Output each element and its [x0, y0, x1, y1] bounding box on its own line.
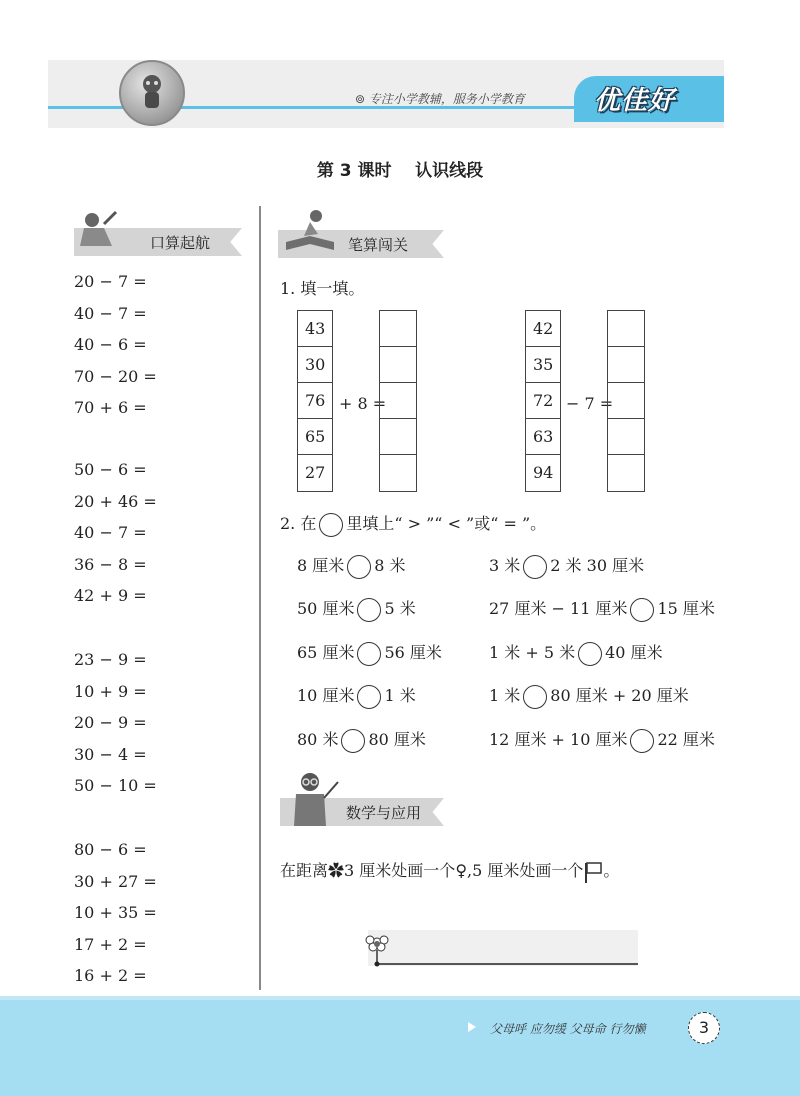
q1-left-answers [379, 310, 417, 492]
wifi-icon: ⊚ [355, 92, 366, 106]
value-cell: 65 [298, 419, 332, 455]
oral-equation: 40 − 6 = [74, 335, 147, 354]
compare-circle[interactable] [347, 555, 371, 579]
oral-equation: 17 + 2 = [74, 934, 147, 954]
mascot-medal-icon [119, 60, 185, 126]
q1-right-answers [607, 310, 645, 492]
value-cell: 63 [526, 419, 560, 455]
column-divider [259, 206, 261, 990]
section-label-oral: 口算起航 [150, 234, 211, 252]
oral-equation: 10 + 35 = [74, 903, 157, 922]
compare-item: 27 厘米 − 11 厘米 15 厘米 [489, 597, 715, 622]
answer-cell[interactable] [608, 419, 644, 455]
value-cell: 94 [533, 463, 554, 482]
oral-equation: 30 + 27 = [74, 871, 157, 891]
compare-circle[interactable] [578, 642, 602, 666]
value-cell: 30 [298, 347, 332, 383]
compare-circle[interactable] [357, 642, 381, 666]
compare-item: 1 米 80 厘米 + 20 厘米 [489, 684, 689, 709]
value-cell: 72 [526, 383, 560, 419]
play-arrow-icon [468, 1022, 476, 1032]
compare-item: 8 厘米 8 米 [297, 554, 406, 579]
answer-cell[interactable] [380, 419, 416, 455]
q1-prompt: 1. 填一填。 [280, 279, 365, 298]
oral-equation: 20 + 46 = [74, 491, 157, 511]
balloon-icon: ♀ [455, 861, 468, 880]
compare-circle-sample [319, 513, 343, 537]
compare-item: 80 米 80 厘米 [297, 728, 426, 753]
page-title: 第 3 课时 认识线段 [316, 161, 484, 181]
section-banner-apply [280, 798, 444, 826]
compare-circle[interactable] [630, 598, 654, 622]
compare-circle[interactable] [630, 729, 654, 753]
value-cell: 35 [526, 347, 560, 383]
oral-equation: 70 + 6 = [74, 398, 147, 417]
compare-circle[interactable] [523, 685, 547, 709]
oral-equation: 42 + 9 = [74, 586, 147, 605]
oral-equation: 80 − 6 = [74, 840, 147, 859]
teacher-icon [284, 768, 340, 834]
q3-prompt: 在距离✿3 厘米处画一个♀,5 厘米处画一个 。 [280, 858, 619, 883]
compare-item: 65 厘米 56 厘米 [297, 641, 442, 666]
compare-item: 12 厘米 + 10 厘米 22 厘米 [489, 728, 715, 753]
header-slogan: ⊚ 专注小学教辅，服务小学教育 [355, 92, 525, 106]
answer-cell[interactable] [380, 311, 416, 347]
oral-equation: 23 − 9 = [74, 650, 147, 669]
book-icon [282, 204, 338, 260]
girl-icon [74, 206, 124, 260]
value-cell: 43 [298, 311, 332, 347]
oral-equation: 50 − 6 = [74, 460, 147, 479]
oral-equation: 40 − 7 = [74, 523, 147, 542]
oral-equation: 20 − 9 = [74, 713, 147, 732]
footer-motto: 父母呼 应勿缓 父母命 行勿懒 [490, 1022, 646, 1036]
answer-cell[interactable] [380, 347, 416, 383]
compare-circle[interactable] [357, 685, 381, 709]
compare-item: 50 厘米 5 米 [297, 597, 416, 622]
section-banner-written [278, 230, 444, 258]
section-label-apply: 数学与应用 [346, 804, 422, 822]
answer-cell[interactable] [608, 311, 644, 347]
answer-cell[interactable] [380, 455, 416, 491]
footer-band [0, 1000, 800, 1096]
section-banner-oral [74, 228, 242, 256]
drawing-line-area [364, 928, 640, 970]
compare-item: 10 厘米 1 米 [297, 684, 416, 709]
q1-right-values [525, 310, 561, 492]
compare-item: 3 米 2 米 30 厘米 [489, 554, 644, 579]
q1-left-operator: + 8 = [339, 394, 387, 413]
oral-equation: 20 − 7 = [74, 272, 147, 291]
answer-cell[interactable] [608, 347, 644, 383]
compare-item: 1 米 + 5 米 40 厘米 [489, 641, 663, 666]
oral-equation: 40 − 7 = [74, 303, 147, 323]
flower-icon: ✿ [328, 861, 345, 880]
value-cell: 76 [298, 383, 332, 419]
oral-equation: 16 + 2 = [74, 966, 147, 985]
compare-circle[interactable] [523, 555, 547, 579]
compare-circle[interactable] [341, 729, 365, 753]
q1-right-operator: − 7 = [566, 394, 614, 413]
flag-icon [583, 861, 603, 883]
brand-logo: 优佳好 [594, 86, 676, 116]
oral-equation: 36 − 8 = [74, 554, 147, 574]
oral-equation: 30 − 4 = [74, 744, 147, 764]
oral-equation: 70 − 20 = [74, 366, 157, 386]
oral-equation: 10 + 9 = [74, 681, 147, 701]
value-cell: 27 [305, 463, 326, 482]
page-number: 3 [688, 1012, 720, 1044]
answer-cell[interactable] [380, 383, 416, 419]
answer-cell[interactable] [608, 383, 644, 419]
q1-left-values [297, 310, 333, 492]
oral-equation: 50 − 10 = [74, 776, 157, 795]
answer-cell[interactable] [608, 455, 644, 491]
section-label-written: 笔算闯关 [348, 236, 409, 254]
value-cell: 42 [526, 311, 560, 347]
q2-prompt: 2. 在 里填上“ > ”“ < ”或“ = ”。 [280, 512, 546, 537]
compare-circle[interactable] [357, 598, 381, 622]
